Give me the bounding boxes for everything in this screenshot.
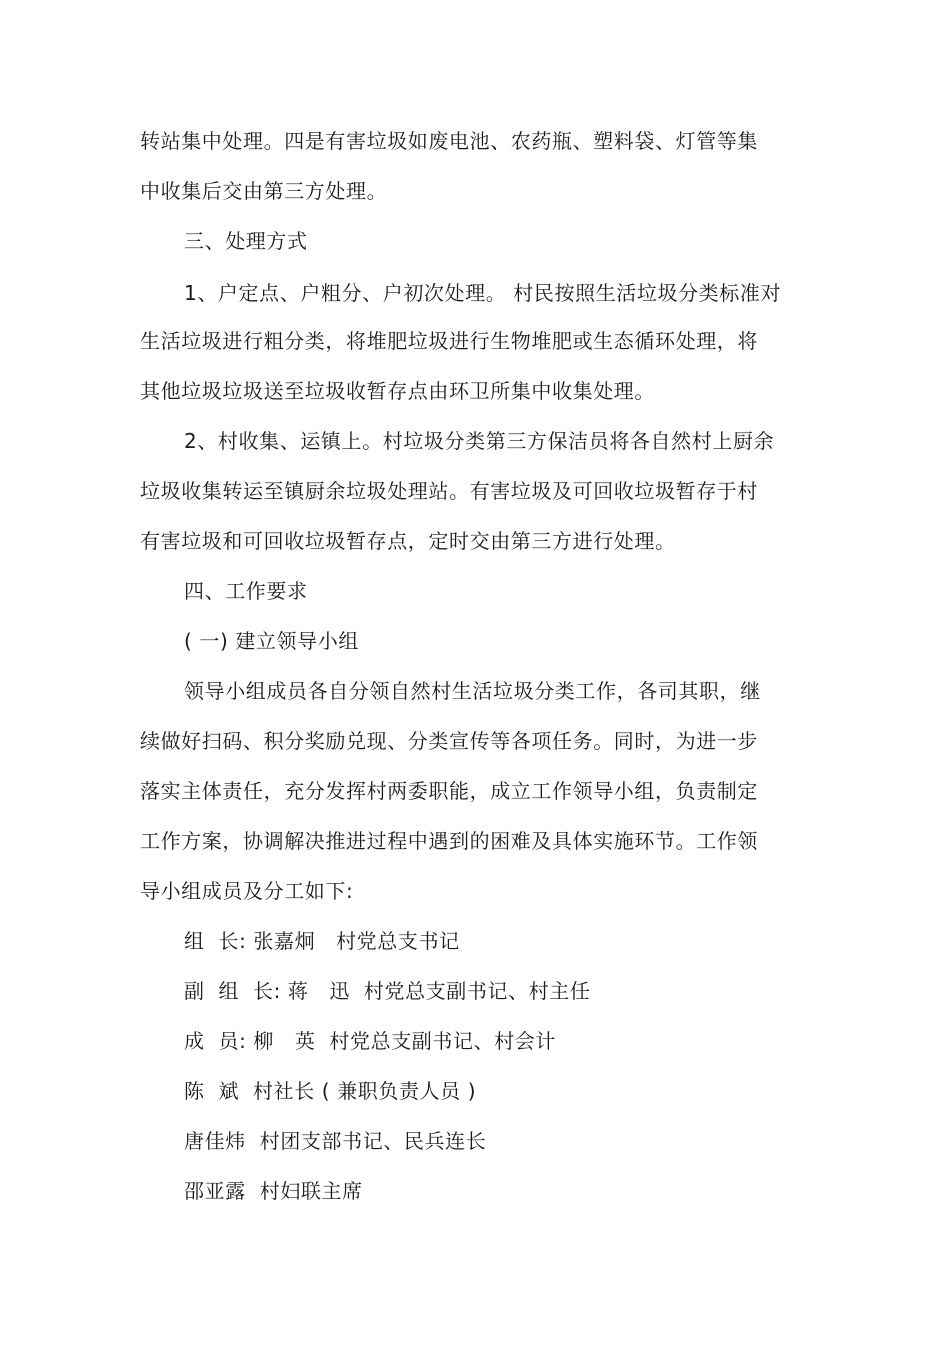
paragraph-line: 导小组成员及分工如下: (140, 879, 354, 903)
member-line: 唐佳炜 村团支部书记、民兵连长 (184, 1129, 487, 1153)
paragraph-line: 领导小组成员各自分领自然村生活垃圾分类工作，各司其职，继 (184, 679, 761, 703)
paragraph-line: 其他垃圾垃圾送至垃圾收暂存点由环卫所集中收集处理。 (140, 379, 655, 403)
section-heading: 四、工作要求 (184, 579, 308, 603)
paragraph-line: 生活垃圾进行粗分类，将堆肥垃圾进行生物堆肥或生态循环处理，将 (140, 329, 758, 353)
member-line: 陈 斌 村社长 ( 兼职负责人员 ) (184, 1079, 477, 1103)
paragraph-line: 垃圾收集转运至镇厨余垃圾处理站。有害垃圾及可回收垃圾暂存于村 (140, 479, 758, 503)
section-heading: 三、处理方式 (184, 229, 308, 253)
paragraph-line: 工作方案，协调解决推进过程中遇到的困难及具体实施环节。工作领 (140, 829, 758, 853)
paragraph-line: 2、村收集、运镇上。村垃圾分类第三方保洁员将各自然村上厨余 (184, 429, 775, 453)
member-line: 组 长: 张嘉炯 村党总支书记 (184, 929, 460, 953)
member-line: 成 员: 柳 英 村党总支副书记、村会计 (184, 1029, 556, 1053)
paragraph-line: 有害垃圾和可回收垃圾暂存点，定时交由第三方进行处理。 (140, 529, 676, 553)
member-line: 副 组 长: 蒋 迅 村党总支副书记、村主任 (184, 979, 591, 1003)
subsection-heading: ( 一) 建立领导小组 (184, 629, 359, 653)
paragraph-line: 中收集后交由第三方处理。 (140, 179, 388, 203)
paragraph-line: 续做好扫码、积分奖励兑现、分类宣传等各项任务。同时，为进一步 (140, 729, 758, 753)
paragraph-line: 落实主体责任，充分发挥村两委职能，成立工作领导小组，负责制定 (140, 779, 758, 803)
paragraph-line: 1、户定点、户粗分、户初次处理。 村民按照生活垃圾分类标准对 (184, 281, 782, 305)
member-line: 邵亚露 村妇联主席 (184, 1179, 363, 1203)
paragraph-line: 转站集中处理。四是有害垃圾如废电池、农药瓶、塑料袋、灯管等集 (140, 129, 758, 153)
